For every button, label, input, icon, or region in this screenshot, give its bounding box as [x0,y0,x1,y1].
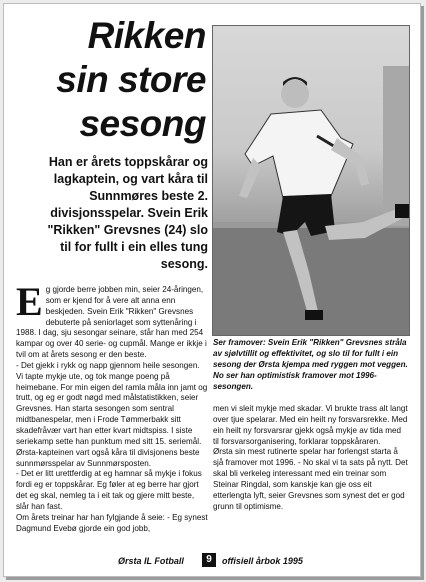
lead-paragraph: Han er årets toppskårar og lagkaptein, og vart kåra til Sunnmøres beste 2. divisjonsspelar. Svein Erik "Rikken" Grevsnes (24) slo til for fullt i ein elles tung sesong. [47,155,208,271]
page-footer [4,552,420,572]
drop-cap: E [16,279,43,324]
title-line-3: sesong [79,103,206,144]
paragraph-text: g gjorde berre jobben min, seier 24-åringen, som er kjend for å vere alt anna enn beskjeden. Svein Erik "Rikken" Grevsnes debuterte på seniorlaget som syttenåring i 1988. I dag, sju sesongar seinare, står han med 254 kampar og over 40 serie- og cupmål. Mange er ikkje i tvil om at årets sesong er den beste. [16,285,207,360]
footer-club-name: Ørsta IL Fotball [118,556,184,566]
body-paragraph: men vi sleit mykje med skadar. Vi brukte trass alt langt over tjue spelarar. Med ein heilt ny forsvarsrekke. Med ein heilt ny forsvarsrar gjekk også mykje av tida med til forsvarsorganisering, forklarar toppskåraren. [213,404,408,446]
page-number: 9 [202,553,216,567]
magazine-page [3,3,421,577]
footer-publication: offisiell årbok 1995 [222,556,303,566]
photo-caption [213,338,411,393]
body-paragraph: - Det er litt urettferdig at eg hamnar så mykje i fokus fordi eg er toppskårar. Eg føler at eg berre har gjort det eg skal, nemleg ta i eit tak og gjere mitt beste, slår han fast. [16,469,202,511]
body-paragraph: Om årets treinar har han fylgjande å seie: - Eg synest Dagmund Evebø gjorde ein god jobb, [16,512,208,533]
body-paragraph: - Det gjekk i rykk og napp gjennom heile sesongen. Vi tapte mykje ute, og tok mange poeng på heimebane. For min eigen del ramla måla inn jamt og trutt, og eg er godt nøgd med målstatistikken, seier Grevsnes. Han starta sesongen som sentral midtbanespelar, men i Frode Tømmerbakk sitt skadefråvær vart han etter kvart midtspiss. I siste seriekamp sette han punktum med sitt 15. seriemål. Ørsta-kapteinen vart også kåra til divisjonens beste sunnmørsspelar av Sunnmørsposten. [16,360,208,468]
player-photo-illustration [213,26,409,335]
body-column-1 [16,279,208,534]
body-column-2 [213,404,409,512]
caption-label: Ser framover: [213,338,266,347]
caption-text: Svein Erik "Rikken" Grevsnes stråla av sjølvtillit og effektivitet, og slo til for fullt i ein sesong der Ørsta kjempa med ryggen mot veggen. No ser han optimistisk framover mot 1996-sesongen. [213,338,408,391]
player-photo [212,25,410,336]
body-paragraph [16,279,208,361]
title-line-2: sin store [56,59,206,100]
article-title [10,14,206,146]
body-paragraph: Ørsta sin mest rutinerte spelar har forlengst starta å sjå framover mot 1996. - No skal vi ta sats på nytt. Det skal bli verkeleg interessant med ein treinar som Steinar Ringdal, som kanskje kan gje oss eit etterlengta lyft, seier Grevsnes som synest det er god grunn til optimisme. [213,447,408,511]
title-line-1: Rikken [87,15,206,56]
